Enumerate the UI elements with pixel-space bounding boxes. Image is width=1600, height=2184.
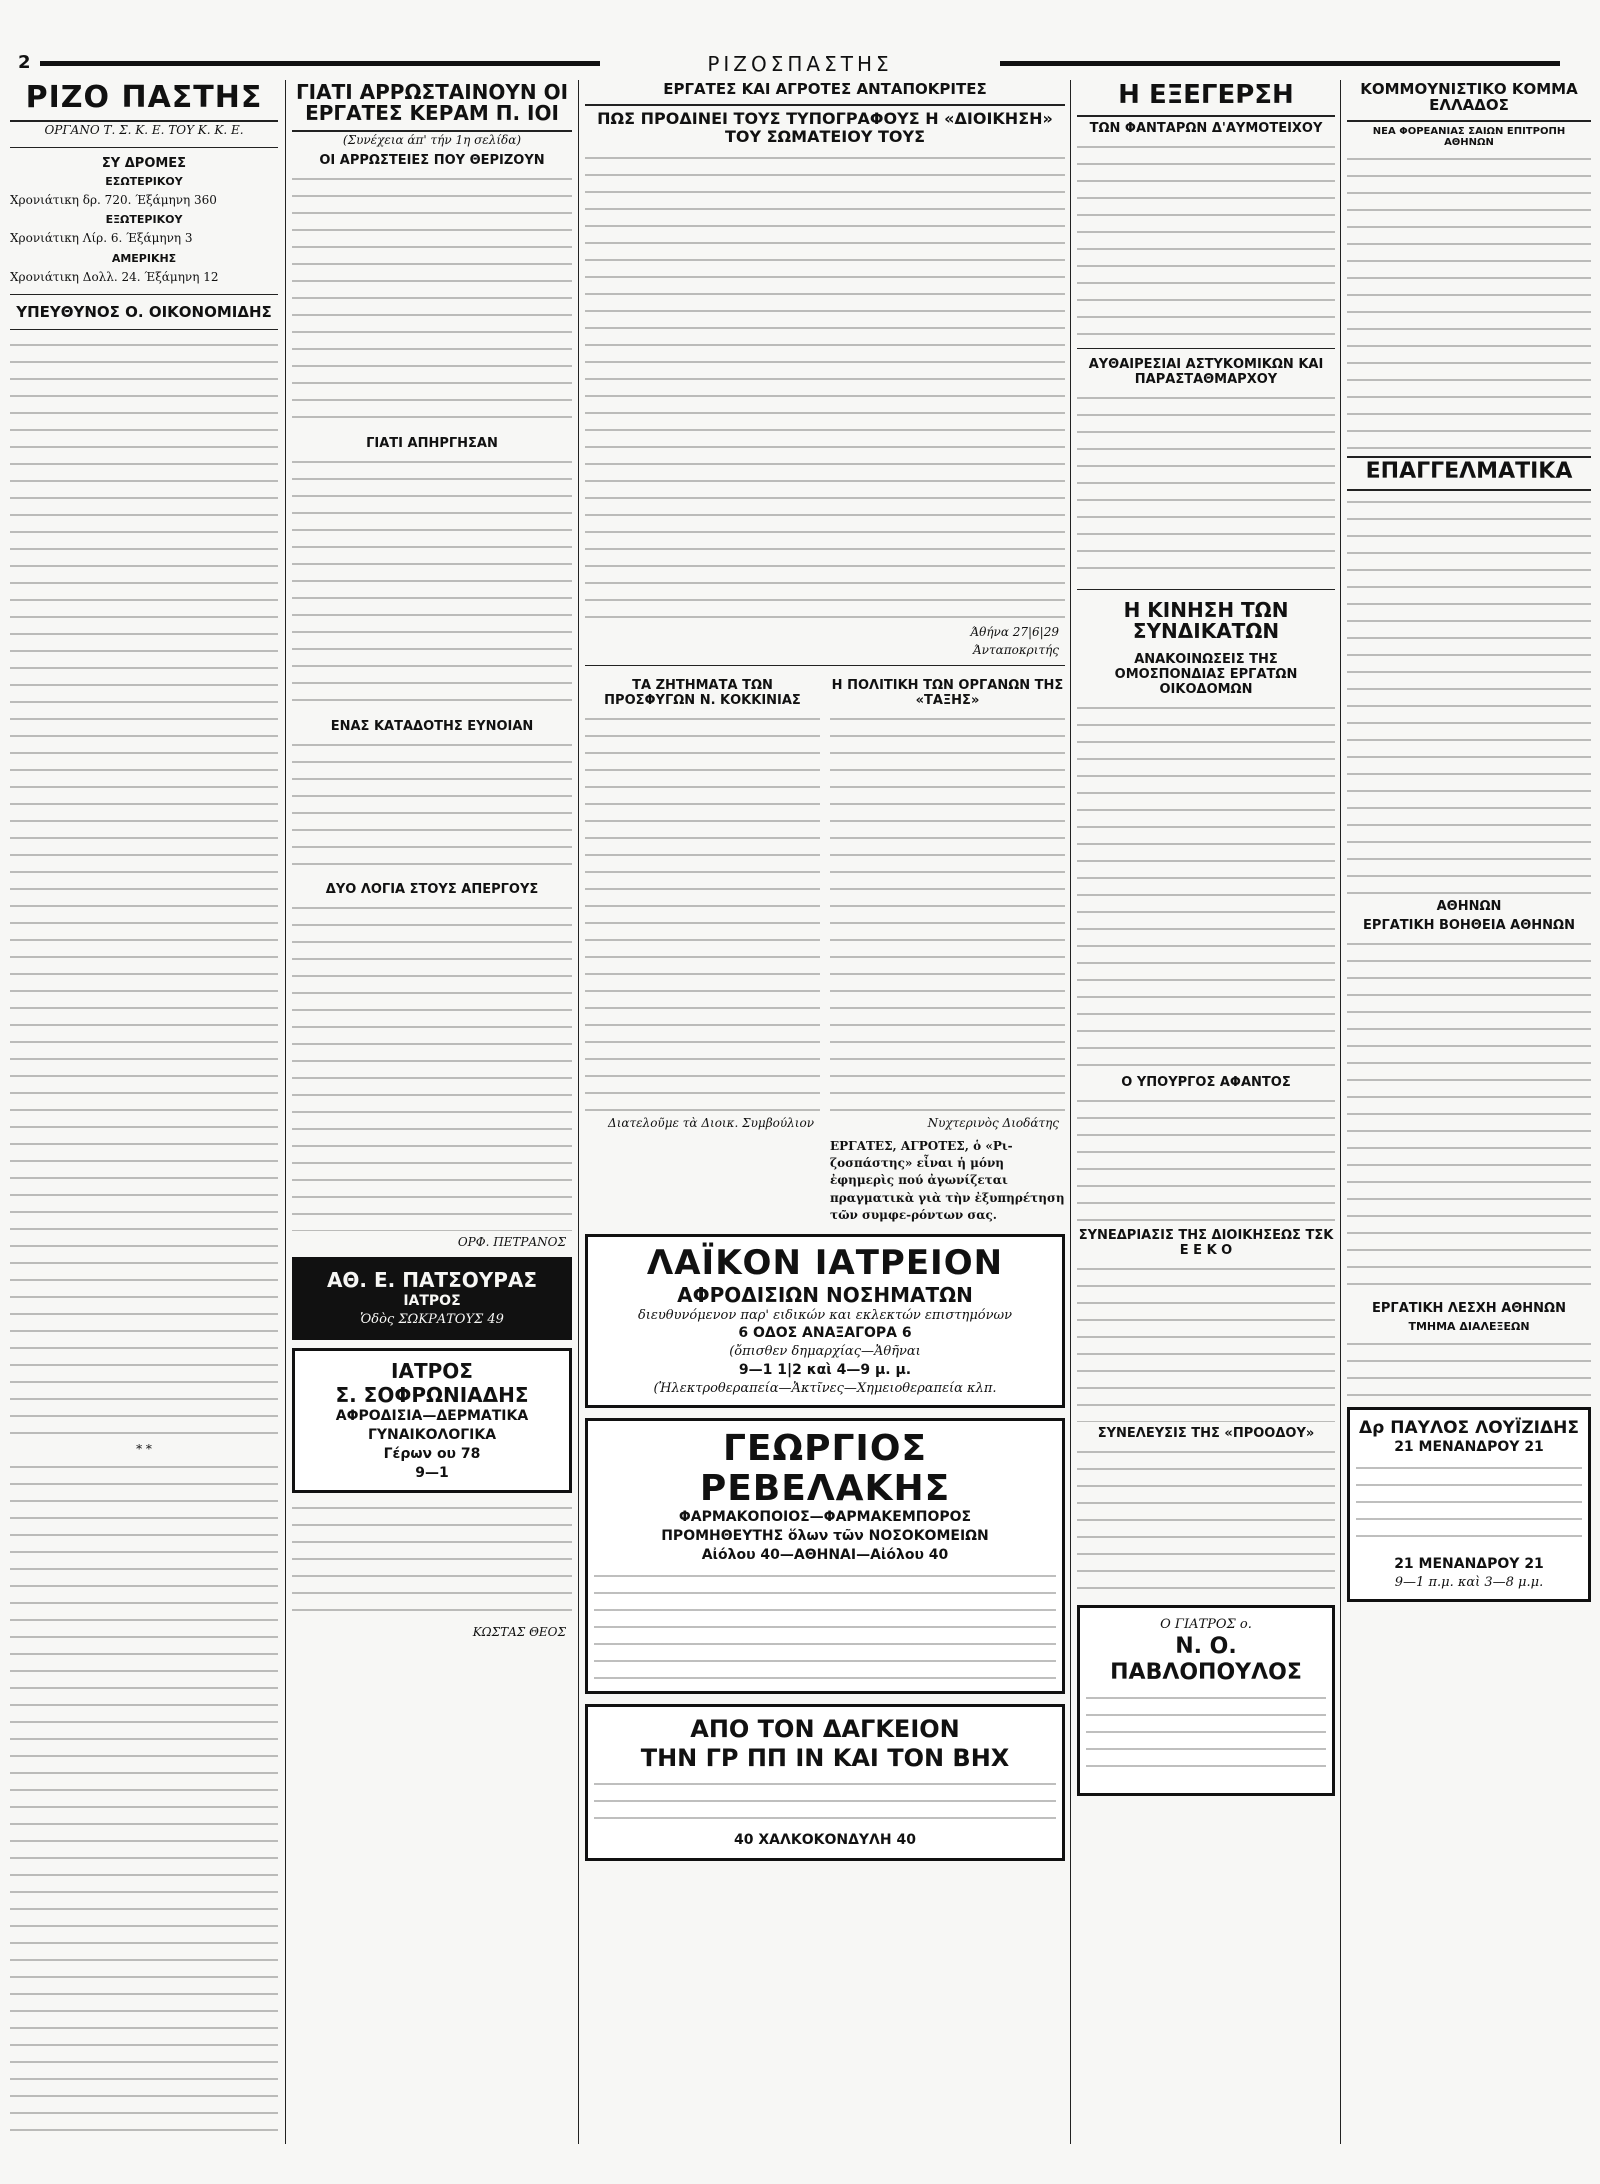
subheading: ΤΑ ΖΗΤΗΜΑΤΑ ΤΩΝ ΠΡΟΣΦΥΓΩΝ Ν. ΚΟΚΚΙΝΙΑΣ [604,677,801,708]
article-body [830,712,1065,1112]
newspaper-name: ΡΙΖΟΣΠΑΣΤΗΣ [0,52,1600,76]
ad-body [1356,1461,1582,1551]
subheading: ΑΥΘΑΙΡΕΣΙΑΙ ΑΣΤΥΚΟΜΙΚΩΝ ΚΑΙ ΠΑΡΑΣΤΑΘΜΑΡΧΟΥ [1088,357,1324,388]
subheading: Ο ΥΠΟΥΡΓΟΣ ΑΦΑΝΤΟΣ [1121,1075,1291,1091]
signature: Διατελοῦμε τὰ Διοικ. Συμβούλιον [608,1115,814,1130]
signature: ΚΩΣΤΑΣ ΘΕΟΣ [472,1625,566,1640]
ad-louizidis-hours: 9—1 π.μ. καὶ 3—8 μ.μ. [1394,1574,1544,1590]
ad-sofronadis [292,1348,572,1494]
ad-dagkeion-subtitle: ΤΗΝ ΓΡ ΠΠ ΙΝ ΚΑΙ ΤΟΝ ΒΗΧ [640,1743,1010,1772]
professional-header: ΕΠΑΓΓΕΛΜΑΤΙΚΑ [1347,456,1591,491]
ad-sofr-hours: 9—1 [415,1464,449,1481]
column-rule [1070,80,1071,2144]
ad-sofr-address: Γέρων ου 78 [383,1445,481,1462]
ad-sofr-name: Σ. ΣΟΦΡΩΝΙΑΔΗΣ [335,1382,529,1407]
masthead [0,52,1600,74]
ad-patsouras [292,1257,572,1339]
subheading: ΔΥΟ ΛΟΓΙΑ ΣΤΟΥΣ ΑΠΕΡΓΟΥΣ [325,882,539,898]
section-header: ΕΡΓΑΤΕΣ ΚΑΙ ΑΓΡΟΤΕΣ ΑΝΤΑΠΟΚΡΙΤΕΣ [585,80,1065,106]
ad-sofr-title: ΙΑΤΡΟΣ [391,1358,473,1383]
ad-iatreio-location: (ὄπισθεν δημαρχίας—Ἀθῆναι [729,1344,921,1360]
ad-laikon-iatreion [585,1234,1065,1408]
subheading: ΤΜΗΜΑ ΔΙΑΛΕΞΕΩΝ [1408,1319,1530,1333]
article-body [292,172,572,432]
article-body [1347,495,1591,895]
ad-pavlopoulos-name: Ν. Ο. ΠΑΒΛΟΠΟΥΛΟΣ [1110,1633,1302,1686]
article-right [830,674,1065,1225]
two-column-articles [585,674,1065,1225]
ad-iatreio-subtitle: ΑΦΡΟΔΙΣΙΩΝ ΝΟΣΗΜΑΤΩΝ [677,1282,973,1307]
domestic-label: ΕΣΩΤΕΡΙΚΟΥ [105,174,183,188]
ad-pavlopoulos [1077,1605,1335,1795]
signature: ΟΡΦ. ΠΕΤΡΑΝΟΣ [457,1235,566,1250]
ad-dagkeion-address: 40 ΧΑΛΚΟΚΟΝΔΥΛΗ 40 [734,1831,916,1848]
ad-dagkeion [585,1704,1065,1860]
article-body [1347,152,1591,452]
article-body [1347,1337,1591,1397]
ad-iatreio-hours: 9—1 1|2 καὶ 4—9 μ. μ. [738,1361,912,1378]
article-body [292,455,572,715]
ad-louizidis-name: Δρ ΠΑΥΛΟΣ ΛΟΥΪΖΙΔΗΣ [1359,1417,1579,1438]
separator: * * [136,1442,152,1457]
ad-iatreio-desc: διευθυνόμενον παρ' ειδικών και εκλεκτών επιστημόνων [637,1307,1013,1323]
abroad-label: ΕΞΩΤΕΡΙΚΟΥ [105,213,183,227]
column-1 [10,80,278,2144]
ad-patsouras-address: Ὁδὸς ΣΩΚΡΑΤΟΥΣ 49 [360,1312,504,1328]
ad-iatreio-address: 6 ΟΔΟΣ ΑΝΑΞΑΓΟΡΑ 6 [738,1325,912,1342]
subheading: ΕΝΑΣ ΚΑΤΑΔΟΤΗΣ ΕΥΝΟΙΑΝ [330,719,534,735]
article-body [585,712,820,1112]
subheading: ΣΥΝΕΔΡΙΑΣΙΣ ΤΗΣ ΔΙΟΙΚΗΣΕΩΣ ΤΣΚ Ε Ε Κ Ο [1078,1228,1334,1259]
ad-body [1086,1691,1326,1781]
article-body [1347,937,1591,1297]
subheading: ΣΥΝΕΛΕΥΣΙΣ ΤΗΣ «ΠΡΟΟΔΟΥ» [1097,1426,1315,1442]
ad-patsouras-role: ΙΑΤΡΟΣ [403,1293,461,1310]
place-date: Άθήνα 27|6|29 [970,624,1059,639]
article-body [292,738,572,878]
subheading: ΕΡΓΑΤΙΚΗ ΒΟΗΘΕΙΑ ΑΘΗΝΩΝ [1363,917,1575,933]
article-body [292,901,572,1231]
subheading: ΑΝΑΚΟΙΝΩΣΕΙΣ ΤΗΣ ΟΜΟΣΠΟΝΔΙΑΣ ΕΡΓΑΤΩΝ ΟΙΚΟΔΟΜΩΝ [1114,652,1298,698]
ad-patsouras-name: ΑΘ. Ε. ΠΑΤΣΟΥΡΑΣ [326,1268,538,1293]
subheading: Η ΠΟΛΙΤΙΚΗ ΤΩΝ ΟΡΓΑΝΩΝ ΤΗΣ «ΤΑΞΗΣ» [831,677,1064,708]
article-left [585,674,820,1225]
column-2 [292,80,572,2144]
article-body [1077,701,1335,1071]
ad-pavlopoulos-pre: Ο ΓΙΑΤΡΟΣ ο. [1160,1617,1252,1633]
america-label: ΑΜΕΡΙΚΗΣ [111,251,177,265]
ad-revelakis-address: Αἰόλου 40—ΑΘΗΝΑΙ—Αἰόλου 40 [701,1547,949,1564]
abroad-price: Χρονιάτικη Λίρ. 6. Έξάμηνη 3 [10,231,193,246]
ad-body [594,1777,1056,1827]
ad-revelakis [585,1418,1065,1694]
america-price: Χρονιάτικη Δολλ. 24. Έξάμηνη 12 [10,269,219,284]
column-rule [285,80,286,2144]
section-header: ΚΟΜΜΟΥΝΙΣΤΙΚΟ ΚΟΜΜΑ ΕΛΛΑΔΟΣ [1347,80,1591,122]
article-body [10,1460,278,2140]
ad-sofr-spec: ΑΦΡΟΔΙΣΙΑ—ΔΕΡΜΑΤΙΚΑ ΓΥΝΑΙΚΟΛΟΓΙΚΑ [335,1407,529,1443]
ad-louizidis [1347,1407,1591,1603]
subheading: ΟΙ ΑΡΡΩΣΤΕΙΕΣ ΠΟΥ ΘΕΡΙΖΟΥΝ [319,153,545,169]
article-body [1077,391,1335,581]
editor-line: ΥΠΕΥΘΥΝΟΣ Ο. ΟΙΚΟΝΟΜΙΔΗΣ [16,303,272,322]
subheading: ΝΕΑ ΦΟΡΕΑΝΙΑΣ ΣΑΙΩΝ ΕΠΙΤΡΟΠΗ ΑΘΗΝΩΝ [1372,125,1566,148]
column-4 [1077,80,1335,2144]
ad-iatreio-extra: (Ἠλεκτροθεραπεία—Ἀκτῖνες—Χημειοθεραπεία κλπ. [653,1380,997,1396]
ad-body [594,1569,1056,1679]
subheading: ΑΘΗΝΩΝ [1436,898,1502,914]
article-body [1077,140,1335,340]
article-body [10,338,278,1438]
subheading: ΓΙΑΤΙ ΑΠΗΡΓΗΣΑΝ [366,436,498,452]
ad-louizidis-address: 21 ΜΕΝΑΝΔΡΟΥ 21 [1394,1438,1544,1455]
paper-title: ΡΙΖΟ ΠΑΣΤΗΣ [10,80,278,122]
subheading: ΕΡΓΑΤΙΚΗ ΛΕΣΧΗ ΑΘΗΝΩΝ [1372,1300,1566,1316]
ad-revelakis-line2: ΠΡΟΜΗΘΕΥΤΗΣ ὅλων τῶν ΝΟΣΟΚΟΜΕΙΩΝ [661,1528,989,1545]
ad-revelakis-name: ΓΕΩΡΓΙΟΣ ΡΕΒΕΛΑΚΗΣ [699,1428,951,1509]
subheading: ΤΩΝ ΦΑΝΤΑΡΩΝ Δ'ΑΥΜΟΤΕΙΧΟΥ [1089,121,1323,137]
ad-dagkeion-title: ΑΠΟ ΤΟΝ ΔΑΓΚΕΙΟΝ [690,1715,960,1744]
signature: Νυχτερινὸς Διοδάτης [927,1115,1059,1130]
signature: Άνταποκριτής [973,642,1059,657]
article-body [585,151,1065,621]
appeal-note: ΕΡΓΑΤΕΣ, ΑΓΡΟΤΕΣ, ὁ «Ρι-ζοσπάστης» εἶναι ἡ μόνη ἐφημερὶς πού ἀγωνίζεται πραγματικὰ γιὰ τὴν ἐξυπηρέτηση τῶν συμφε-ρόντων σας. [830,1138,1065,1223]
ad-iatreio-title: ΛΑΪΚΟΝ ΙΑΤΡΕΙΟΝ [646,1243,1004,1284]
subscriptions-title: ΣΥ ΔΡΟΜΕΣ [101,155,187,171]
domestic-price: Χρονιάτικη δρ. 720. Έξάμηνη 360 [10,192,217,207]
column-rule [578,80,579,2144]
article-headline: ΠΩΣ ΠΡΟΔΙΝΕΙ ΤΟΥΣ ΤΥΠΟΓΡΑΦΟΥΣ Η «ΔΙΟΙΚΗΣΗ» ΤΟΥ ΣΩΜΑΤΕΙΟΥ ΤΟΥΣ [597,108,1053,147]
section-header: Η ΕΞΕΓΕΡΣΗ [1077,80,1335,117]
paper-subtitle: ΟΡΓΑΝΟ Τ. Σ. Κ. Ε. ΤΟΥ Κ. Κ. Ε. [44,122,244,137]
continued-note: (Συνέχεια άπ' τήν 1η σελίδα) [342,133,522,147]
column-5 [1347,80,1591,2144]
page-number: 2 [18,52,31,73]
article-body [1077,1445,1335,1595]
column-3 [585,80,1065,2144]
ad-louizidis-address-2: 21 ΜΕΝΑΝΔΡΟΥ 21 [1394,1555,1544,1572]
article-body [292,1501,572,1621]
article-headline: ΓΙΑΤΙ ΑΡΡΩΣΤΑΙΝΟΥΝ ΟΙ ΕΡΓΑΤΕΣ ΚΕΡΑΜ Π. ΙΟΙ [292,80,572,132]
unions-header: Η ΚΙΝΗΣΗ ΤΩΝ ΣΥΝΔΙΚΑΤΩΝ [1123,598,1289,644]
ad-revelakis-line1: ΦΑΡΜΑΚΟΠΟΙΟΣ—ΦΑΡΜΑΚΕΜΠΟΡΟΣ [678,1509,972,1526]
article-body [1077,1262,1335,1422]
article-body [1077,1094,1335,1224]
column-rule [1340,80,1341,2144]
